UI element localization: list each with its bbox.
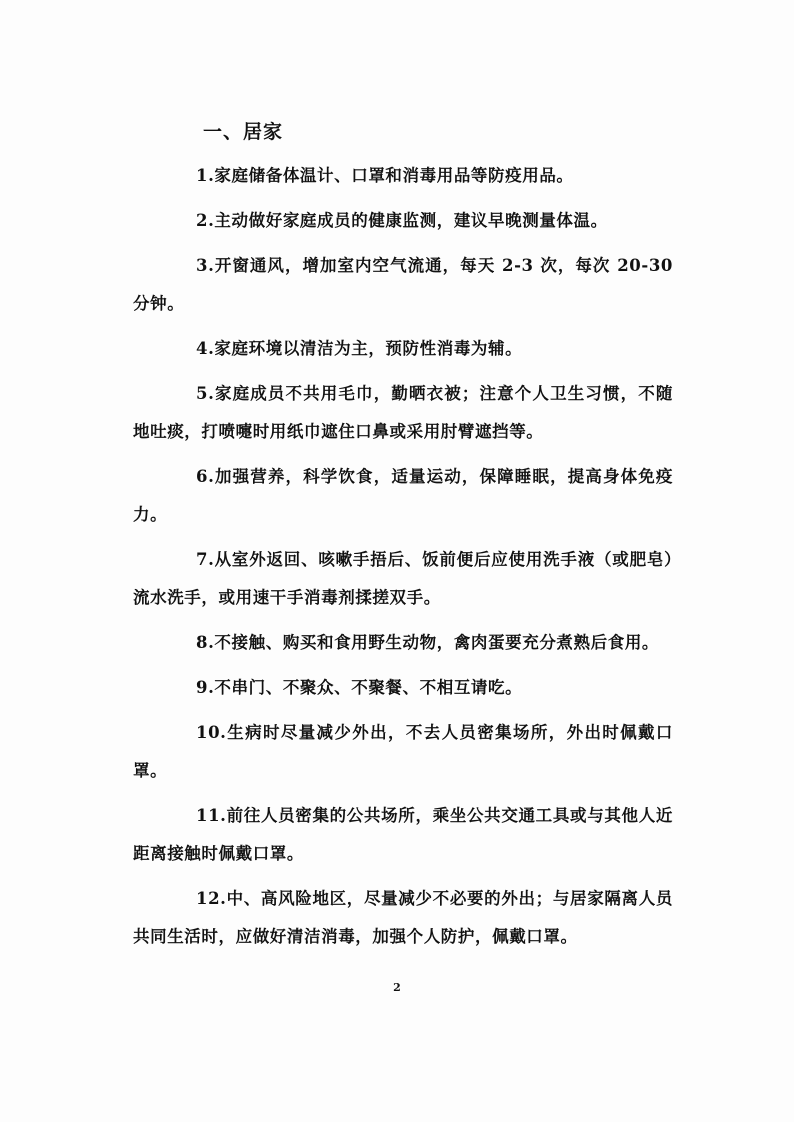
paragraph-7: 7.从室外返回、咳嗽手捂后、饭前便后应使用洗手液（或肥皂）流水洗手，或用速干手消毒剂揉搓双手。 bbox=[133, 550, 673, 607]
paragraph-4: 4.家庭环境以清洁为主，预防性消毒为辅。 bbox=[196, 339, 523, 358]
paragraph-2: 2.主动做好家庭成员的健康监测，建议早晚测量体温。 bbox=[196, 211, 608, 230]
paragraph-5: 5.家庭成员不共用毛巾，勤晒衣被；注意个人卫生习惯，不随地吐痰，打喷嚏时用纸巾遮住口鼻或采用肘臂遮挡等。 bbox=[133, 384, 673, 441]
paragraph-3: 3.开窗通风，增加室内空气流通，每天 2-3 次，每次 20-30 分钟。 bbox=[133, 256, 673, 313]
paragraph-6: 6.加强营养，科学饮食，适量运动，保障睡眠，提高身体免疫力。 bbox=[133, 467, 673, 524]
page-number: 2 bbox=[393, 981, 401, 994]
paragraph-8: 8.不接触、购买和食用野生动物，禽肉蛋要充分煮熟后食用。 bbox=[196, 633, 660, 652]
document-body bbox=[133, 118, 673, 963]
paragraph-12: 12.中、高风险地区，尽量减少不必要的外出；与居家隔离人员共同生活时，应做好清洁消毒，加强个人防护，佩戴口罩。 bbox=[133, 889, 673, 946]
paragraph-10: 10.生病时尽量减少外出，不去人员密集场所，外出时佩戴口罩。 bbox=[133, 723, 673, 780]
paragraph-1: 1.家庭储备体温计、口罩和消毒用品等防疫用品。 bbox=[196, 166, 574, 185]
paragraph-9: 9.不串门、不聚众、不聚餐、不相互请吃。 bbox=[196, 678, 523, 697]
paragraph-11: 11.前往人员密集的公共场所，乘坐公共交通工具或与其他人近距离接触时佩戴口罩。 bbox=[133, 806, 673, 863]
section-heading: 一、居家 bbox=[203, 121, 284, 143]
